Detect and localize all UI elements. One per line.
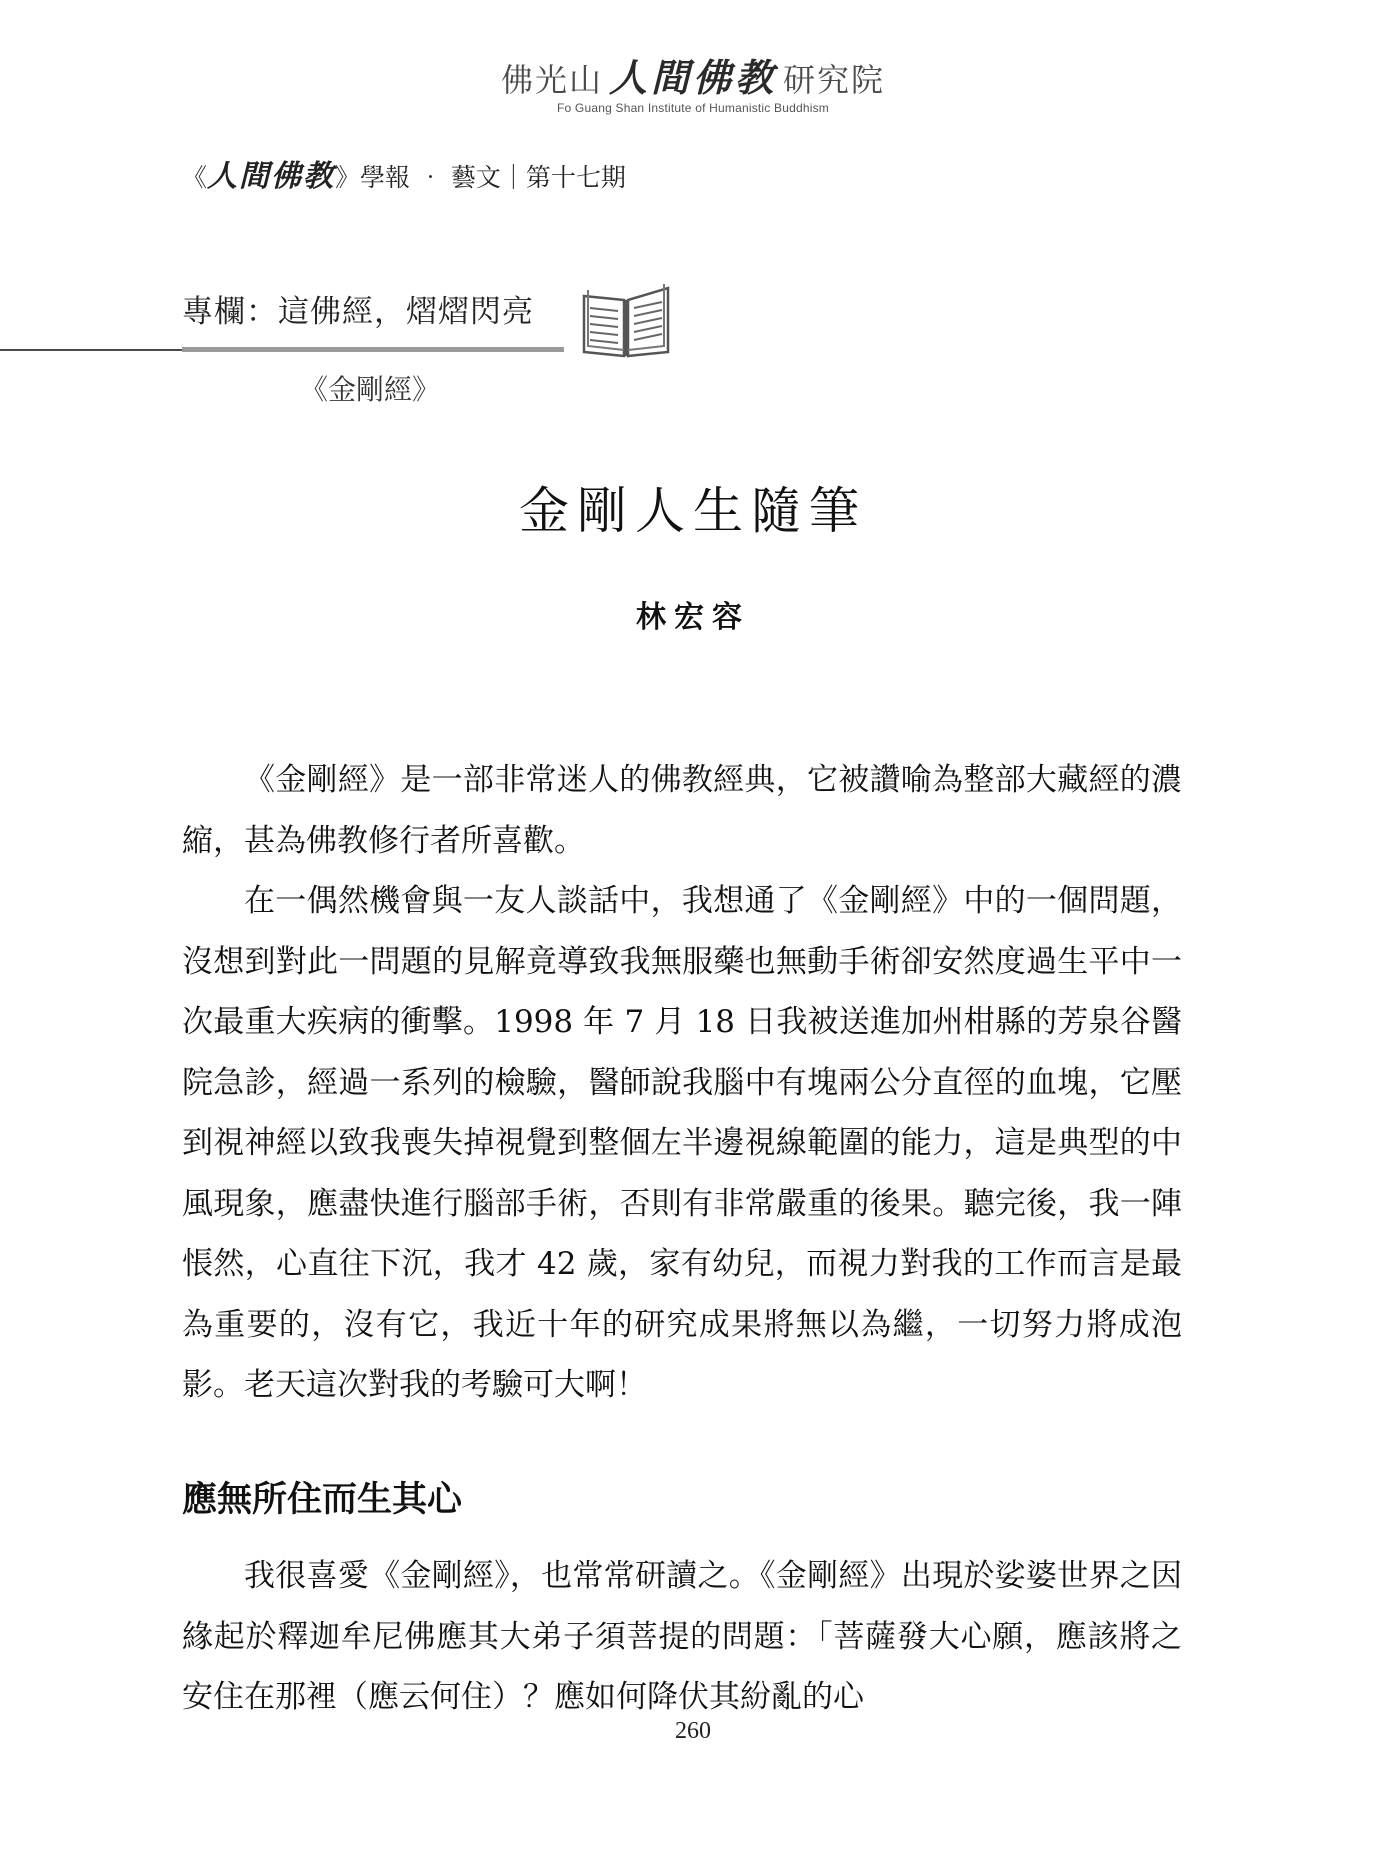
body-paragraph: 《金剛經》是一部非常迷人的佛教經典，它被讚喻為整部大藏經的濃縮，甚為佛教修行者所喜歡。 xyxy=(182,762,1182,859)
sutra-name: 《金剛經》 xyxy=(300,373,441,406)
section-heading: 應無所住而生其心 xyxy=(182,1479,463,1520)
open-book-icon xyxy=(580,282,672,358)
institute-header xyxy=(0,58,1386,116)
institute-name-english: Fo Guang Shan Institute of Humanistic Buddhism xyxy=(556,101,829,115)
institute-name-prefix: 佛光山 xyxy=(500,61,603,99)
journal-open-bracket: 《 xyxy=(182,163,208,192)
article-body xyxy=(182,750,1182,1416)
column-label: 專欄：這佛經，熠熠閃亮 xyxy=(182,294,534,330)
page-number: 260 xyxy=(675,1718,711,1744)
article-author: 林宏容 xyxy=(636,600,750,635)
journal-issue-text: 》學報 ‧ 藝文｜第十七期 xyxy=(335,163,626,192)
article-title: 金剛人生隨筆 xyxy=(519,482,867,540)
banner-rule-accent xyxy=(182,347,564,352)
institute-name-suffix: 研究院 xyxy=(783,61,886,99)
body-paragraph: 在一偶然機會與一友人談話中，我想通了《金剛經》中的一個問題，沒想到對此一問題的見解竟導致我無服藥也無動手術卻安然度過生平中一次最重大疾病的衝擊。1998 年 7 月 18 日我被送進加州柑縣的芳泉谷醫院急診，經過一系列的檢驗，醫師說我腦中有塊兩公分直徑的血塊，它壓到視神經以致我喪失掉視覺到整個左半邊視線範圍的能力，這是典型的中風現象，應盡快進行腦部手術，否則有非常嚴重的後果。聽完後，我一陣悵然，心直往下沉，我才 42 歲，家有幼兒，而視力對我的工作而言是最為重要的，沒有它，我近十年的研究成果將無以為繼，一切努力將成泡影。老天這次對我的考驗可大啊！ xyxy=(182,883,1182,1403)
journal-issue-line xyxy=(182,160,626,195)
institute-brand-calligraphy: 人間佛教 xyxy=(608,56,777,100)
journal-brand-calligraphy: 人間佛教 xyxy=(207,159,336,194)
institute-name xyxy=(0,58,1386,100)
body-paragraph: 我很喜愛《金剛經》，也常常研讀之。《金剛經》出現於娑婆世界之因緣起於釋迦牟尼佛應其大弟子須菩提的問題：「菩薩發大心願，應該將之安住在那裡（應云何住）？應如何降伏其紛亂的心 xyxy=(182,1558,1182,1715)
section-body xyxy=(182,1546,1182,1728)
